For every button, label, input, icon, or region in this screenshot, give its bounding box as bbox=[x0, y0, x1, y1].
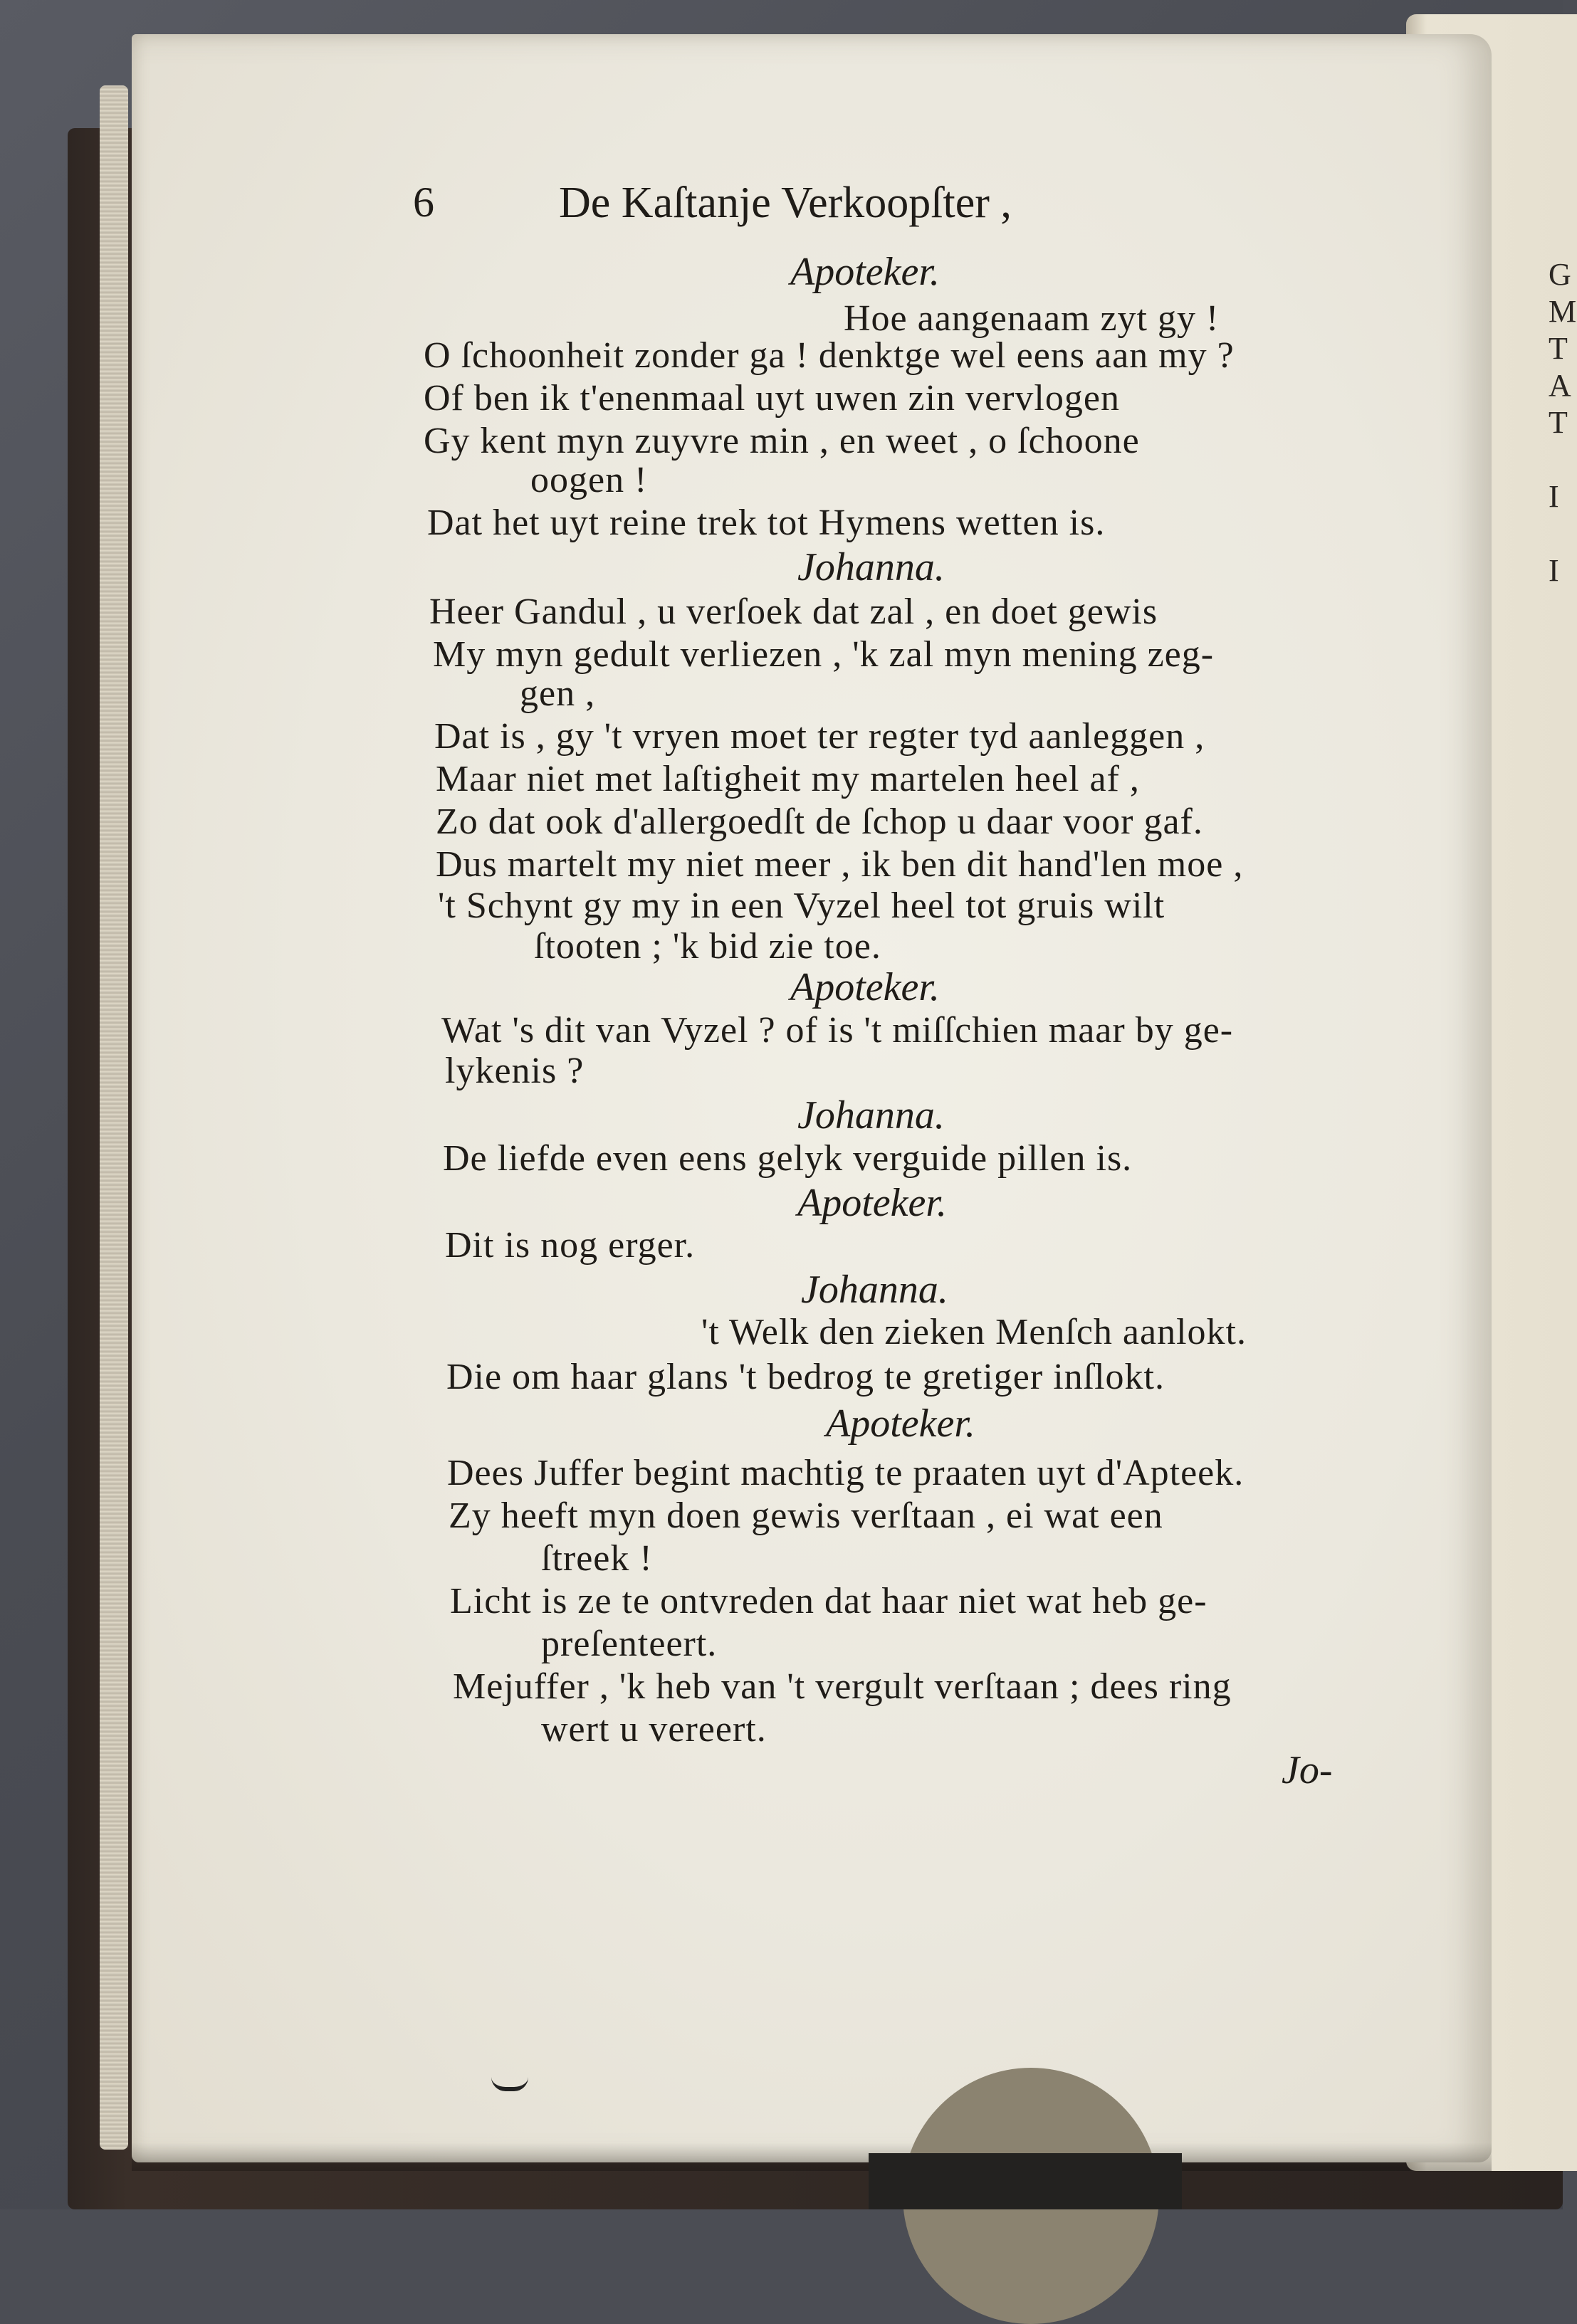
facing-page-letter: M bbox=[1549, 294, 1577, 329]
bottom-tab bbox=[869, 2153, 1182, 2209]
verse-line: Hoe aangenaam zyt gy ! bbox=[844, 298, 1220, 339]
verse-line: Zo dat ook d'allergoedſt de ſchop u daar voor gaf. bbox=[436, 801, 1203, 842]
verse-line: Gy kent myn zuyvre min , en weet , o ſchoone bbox=[424, 421, 1140, 461]
verse-line: oogen ! bbox=[530, 460, 648, 500]
page-number: 6 bbox=[413, 179, 434, 226]
facing-page-letter bbox=[1549, 515, 1577, 552]
verse-line: lykenis ? bbox=[445, 1051, 585, 1091]
running-title: De Kaſtanje Verkoopſter , bbox=[559, 179, 1012, 227]
verse-line: 't Welk den zieken Menſch aanlokt. bbox=[701, 1312, 1247, 1352]
verse-line: Zy heeft myn doen gewis verſtaan , ei wat een bbox=[449, 1495, 1163, 1536]
verse-line: gen , bbox=[520, 673, 596, 714]
facing-page-letter: T bbox=[1549, 405, 1568, 440]
speaker-name: Apoteker. bbox=[826, 1402, 975, 1446]
verse-line: My myn gedult verliezen , 'k zal myn mening zeg- bbox=[433, 634, 1215, 675]
facing-page-letter: G bbox=[1549, 257, 1571, 292]
facing-page-letter: I bbox=[1549, 479, 1559, 514]
verse-line: Dat is , gy 't vryen moet ter regter tyd aanleggen , bbox=[434, 716, 1205, 757]
verse-line: De liefde even eens gelyk verguide pillen is. bbox=[443, 1138, 1133, 1179]
page-bottom-shadow bbox=[132, 2142, 1492, 2171]
facing-page-letter: T bbox=[1549, 331, 1568, 366]
verse-line: Of ben ik t'enenmaal uyt uwen zin vervlogen bbox=[424, 378, 1120, 419]
speaker-name: Johanna. bbox=[801, 1268, 948, 1312]
facing-page-letter: A bbox=[1549, 368, 1571, 403]
page-edges bbox=[100, 85, 128, 2150]
facing-page-letter: I bbox=[1549, 553, 1559, 588]
verse-line: Licht is ze te ontvreden dat haar niet wat heb ge- bbox=[450, 1581, 1207, 1621]
verse-line: Mejuffer , 'k heb van 't vergult verſtaan ; dees ring bbox=[453, 1666, 1232, 1707]
verse-line: Dus martelt my niet meer , ik ben dit hand'len moe , bbox=[436, 844, 1244, 885]
verse-line: Maar niet met laſtigheit my martelen heel af , bbox=[436, 759, 1140, 799]
speaker-name: Johanna. bbox=[797, 1093, 945, 1137]
verse-line: Heer Gandul , u verſoek dat zal , en doet gewis bbox=[429, 591, 1158, 632]
verse-line: O ſchoonheit zonder ga ! denktge wel eens aan my ? bbox=[424, 335, 1235, 376]
verse-line: preſenteert. bbox=[541, 1624, 718, 1664]
verse-line: Wat 's dit van Vyzel ? of is 't miſſchien maar by ge- bbox=[441, 1010, 1234, 1051]
verse-line: Dat het uyt reine trek tot Hymens wetten is. bbox=[427, 503, 1106, 543]
verse-line: wert u vereert. bbox=[541, 1709, 767, 1750]
speaker-name: Johanna. bbox=[797, 545, 945, 589]
facing-page-letters bbox=[1549, 256, 1577, 589]
verse-line: Die om haar glans 't bedrog te gretiger inſlokt. bbox=[446, 1357, 1165, 1397]
speaker-name: Apoteker. bbox=[790, 250, 940, 294]
verse-line: ſtooten ; 'k bid zie toe. bbox=[534, 926, 881, 967]
verse-line: Dit is nog erger. bbox=[445, 1225, 696, 1266]
verse-line: Dees Juffer begint machtig te praaten uyt d'Apteek. bbox=[447, 1453, 1245, 1493]
verse-line: ſtreek ! bbox=[541, 1538, 653, 1579]
facing-page-letter bbox=[1549, 441, 1577, 478]
speaker-name: Apoteker. bbox=[790, 965, 940, 1009]
catchword: Jo- bbox=[1282, 1748, 1333, 1792]
verse-line: 't Schynt gy my in een Vyzel heel tot gruis wilt bbox=[438, 885, 1165, 926]
speaker-name: Apoteker. bbox=[797, 1181, 947, 1225]
